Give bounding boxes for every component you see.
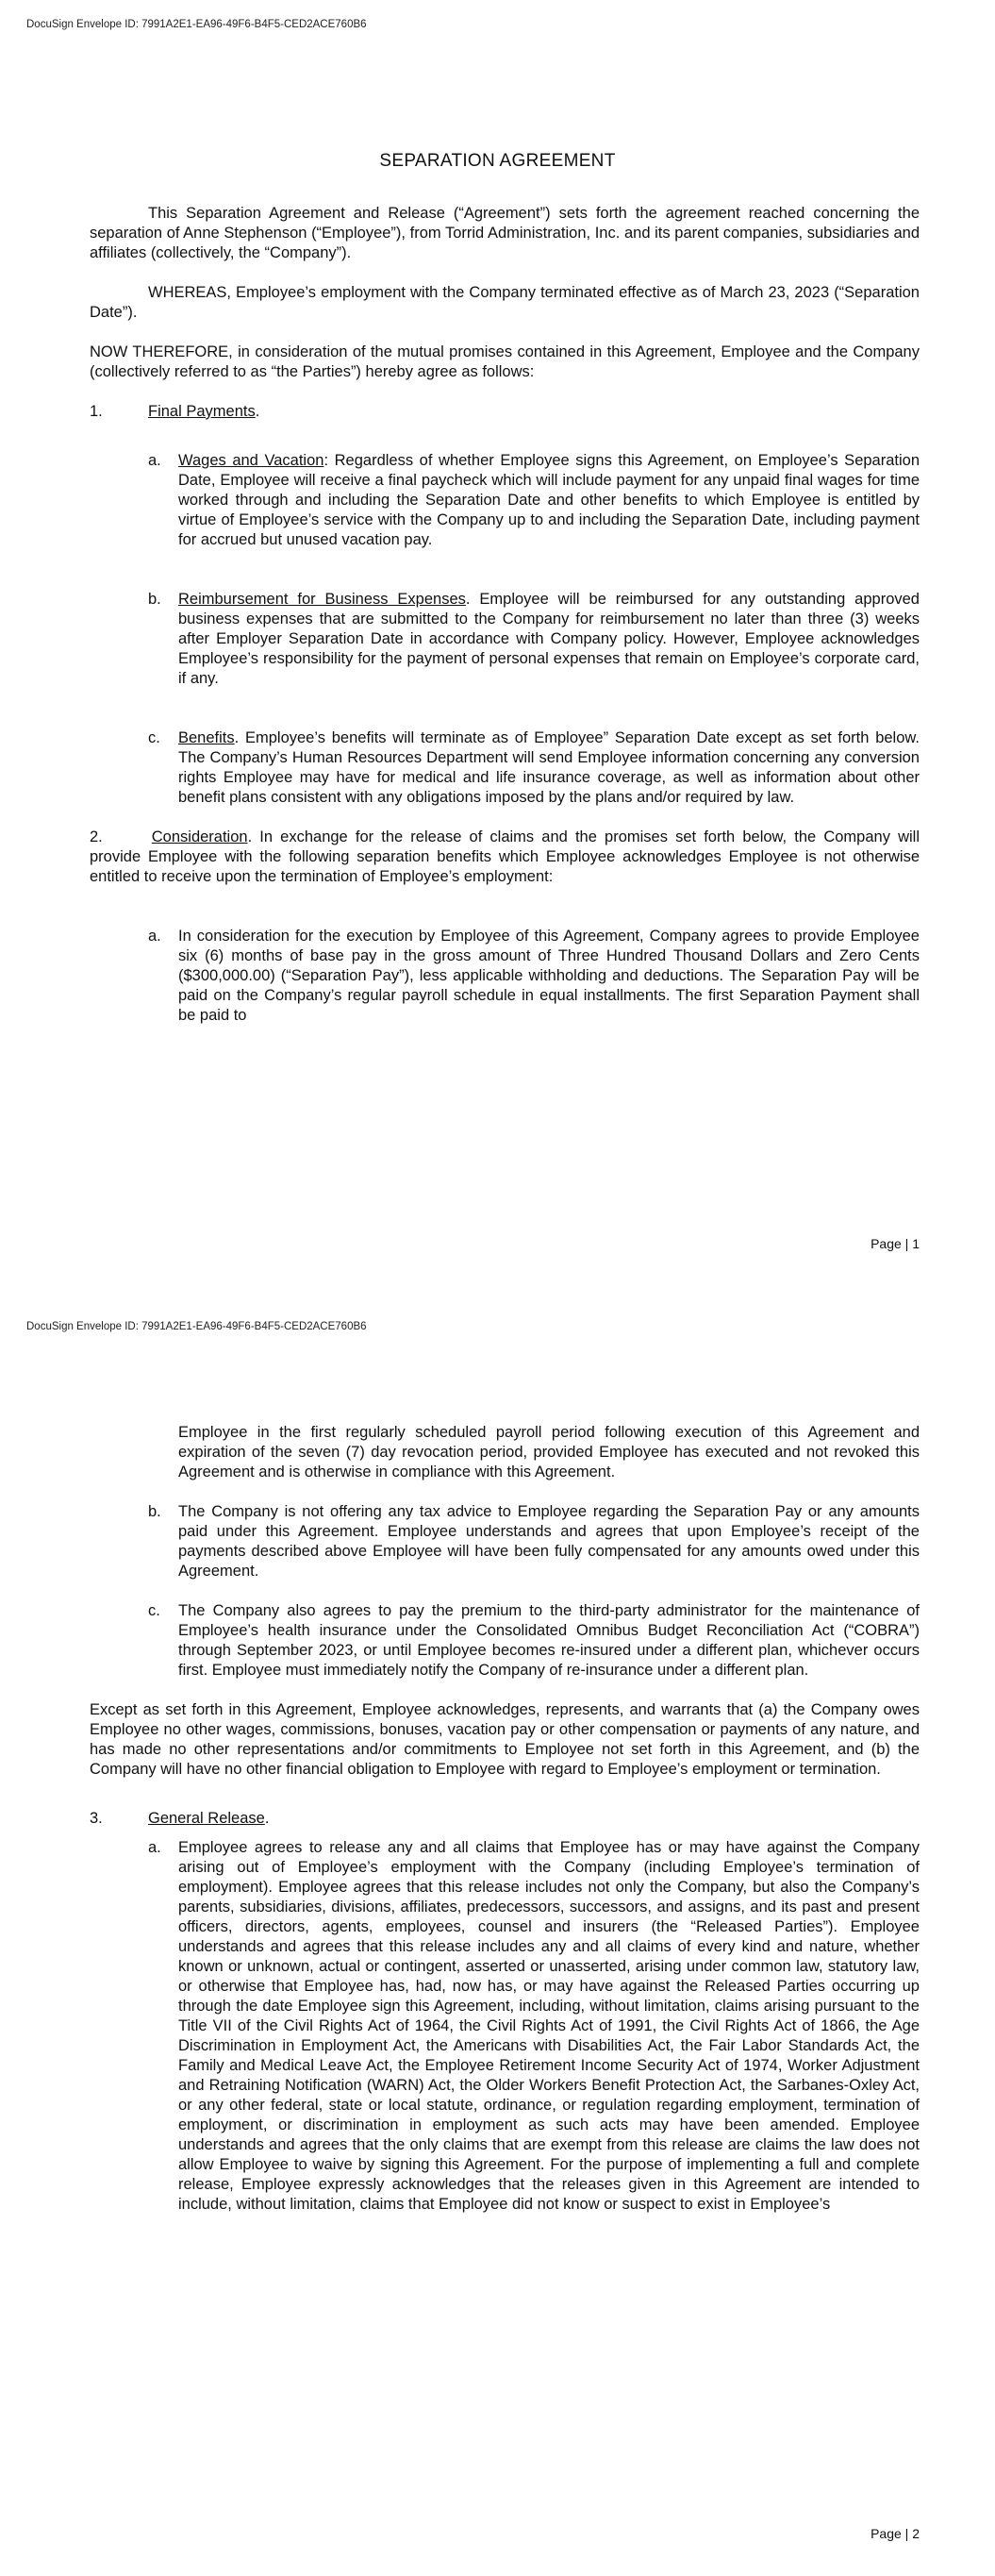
section-number: 1. bbox=[90, 403, 103, 420]
section-1-item-c bbox=[148, 728, 920, 808]
item-letter: a. bbox=[148, 928, 161, 945]
page-number: Page | 1 bbox=[871, 1236, 920, 1251]
section-title: Final Payments bbox=[148, 403, 256, 420]
item-letter: b. bbox=[148, 591, 161, 608]
item-text: : Regardless of whether Employee signs this Agreement, on Employee’s Separation Date, Employee will receive a final paycheck which will include payment for any unpaid final wages for time worked through and including the Separation Date and other benefits to which Employee is entitled by virtue of Employee’s service with the Company up to and including the Separation Date, including payment for accrued but unused vacation pay. bbox=[178, 452, 920, 548]
page-2 bbox=[0, 1288, 995, 2576]
item-text: . Employee will be reimbursed for any outstanding approved business expenses that are submitted to the Company for reimbursement no later than three (3) weeks after Employer Separation Date in accordance with Company policy. However, Employee acknowledges Employee’s responsibility for the payment of personal expenses that remain on Employee’s corporate card, if any. bbox=[178, 591, 920, 687]
item-text: The Company is not offering any tax advice to Employee regarding the Separation Pay or any amounts paid under this Agreement. Employee understands and agrees that upon Employee’s receipt of the payments described above Employee will have been fully compensated for any amounts owed under this Agreement. bbox=[178, 1503, 920, 1580]
section-text: . In exchange for the release of claims and the promises set forth below, the Company will provide Employee with the following separation benefits which Employee acknowledges Employee is not otherwise entitled to receive upon the termination of Employee’s employment: bbox=[90, 828, 920, 885]
section-1-heading: 1. Final Payments. bbox=[90, 403, 260, 420]
except-paragraph: Except as set forth in this Agreement, Employee acknowledges, represents, and warrants that (a) the Company owes Employee no other wages, commissions, bonuses, vacation pay or other compensation or payments of any nature, and has made no other representations and/or commitments to Employee not set forth in this Agreement, and (b) the Company will have no other financial obligation to Employee with regard to Employee’s employment or termination. bbox=[90, 1701, 920, 1778]
section-2-item-a bbox=[148, 927, 920, 1026]
envelope-id: DocuSign Envelope ID: 7991A2E1-EA96-49F6-B4F5-CED2ACE760B6 bbox=[26, 19, 367, 30]
page-1-body bbox=[90, 204, 920, 1026]
document-title: SEPARATION AGREEMENT bbox=[379, 151, 616, 171]
section-3-item-a bbox=[148, 1838, 920, 2215]
whereas-paragraph: WHEREAS, Employee’s employment with the Company terminated effective as of March 23, 2023 (“Separation Date”). bbox=[90, 284, 920, 321]
section-number: 2. bbox=[90, 828, 103, 845]
item-letter: a. bbox=[148, 452, 161, 469]
item-letter: c. bbox=[148, 729, 160, 746]
section-number: 3. bbox=[90, 1810, 103, 1827]
section-2-item-c bbox=[148, 1601, 920, 1681]
item-text: . Employee’s benefits will terminate as of Employee” Separation Date except as set forth below. The Company’s Human Resources Department will send Employee information concerning any conversion rights Employee may have for medical and life insurance coverage, as well as information about other benefit plans consistent with any obligations imposed by the plans and/or required by law. bbox=[178, 729, 920, 806]
item-letter: a. bbox=[148, 1839, 161, 1856]
page-2-body bbox=[90, 1423, 920, 2215]
section-1-item-a bbox=[148, 451, 920, 550]
item-letter: c. bbox=[148, 1602, 160, 1619]
item-text: The Company also agrees to pay the premium to the third-party administrator for the maintenance of Employee’s health insurance under the Consolidated Omnibus Budget Reconciliation Act (“COBRA”) through September 2023, or until Employee becomes re-insured under a different plan, whichever occurs first. Employee must immediately notify the Company of re-insurance under a different plan. bbox=[178, 1602, 920, 1679]
section-1-item-b bbox=[148, 590, 920, 689]
item-letter: b. bbox=[148, 1503, 161, 1520]
item-text: In consideration for the execution by Employee of this Agreement, Company agrees to provide Employee six (6) months of base pay in the gross amount of Three Hundred Thousand Dollars and Zero Cents ($300,000.00) (“Separation Pay”), less applicable withholding and deductions. The Separation Pay will be paid on the Company’s regular payroll schedule in equal installments. The first Separation Payment shall be paid to bbox=[178, 928, 920, 1024]
intro-paragraph: This Separation Agreement and Release (“Agreement”) sets forth the agreement reached concerning the separation of Anne Stephenson (“Employee”), from Torrid Administration, Inc. and its parent companies, subsidiaries and affiliates (collectively, the “Company”). bbox=[90, 205, 920, 261]
page-number: Page | 2 bbox=[871, 2526, 920, 2541]
item-text: Employee agrees to release any and all claims that Employee has or may have against the Company arising out of Employee’s employment with the Company (including Employee’s termination of employment). Employee agrees that this release includes not only the Company, but also the Company’s parents, subsidiaries, divisions, affiliates, predecessors, successors, and assigns, and its past and present officers, directors, agents, employees, counsel and insurers (the “Released Parties”). Employee understands and agrees that this release includes any and all claims of every kind and nature, whether known or unknown, actual or contingent, asserted or unasserted, arising under common law, statutory law, or otherwise that Employee has, had, now has, or may have against the Released Parties occurring up through the date Employee sign this Agreement, including, without limitation, claims arising pursuant to the Title VII of the Civil Rights Act of 1964, the Civil Rights Act of 1991, the Civil Rights Act of 1866, the Age Discrimination in Employment Act, the Americans with Disabilities Act, the Fair Labor Standards Act, the Family and Medical Leave Act, the Employee Retirement Income Security Act of 1974, Worker Adjustment and Retraining Notification (WARN) Act, the Older Workers Benefit Protection Act, the Sarbanes-Oxley Act, or any other federal, state or local statute, ordinance, or regulation regarding employment, termination of employment, or discrimination in employment as such acts may have been amended. Employee understands and agrees that the only claims that are exempt from this release are claims the law does not allow Employee to waive by signing this Agreement. For the purpose of implementing a full and complete release, Employee expressly acknowledges that the releases given in this Agreement are intended to include, without limitation, claims that Employee did not know or suspect to exist in Employee’s bbox=[178, 1839, 920, 2213]
item-text: Employee in the first regularly scheduled payroll period following execution of this Agreement and expiration of the seven (7) day revocation period, provided Employee has executed and not revoked this Agreement and is otherwise in compliance with this Agreement. bbox=[178, 1424, 920, 1480]
section-title: Consideration bbox=[151, 828, 248, 845]
item-heading: Benefits bbox=[178, 729, 235, 746]
section-title: General Release bbox=[148, 1810, 265, 1827]
envelope-id: DocuSign Envelope ID: 7991A2E1-EA96-49F6-B4F5-CED2ACE760B6 bbox=[26, 1321, 367, 1332]
item-heading: Wages and Vacation bbox=[178, 452, 324, 469]
item-heading: Reimbursement for Business Expenses bbox=[178, 591, 466, 608]
section-2-item-b bbox=[148, 1502, 920, 1581]
now-therefore-paragraph: NOW THEREFORE, in consideration of the mutual promises contained in this Agreement, Employee and the Company (collectively referred to as “the Parties”) hereby agree as follows: bbox=[90, 343, 920, 380]
section-2-item-a-continuation bbox=[148, 1423, 920, 1482]
section-2-paragraph bbox=[90, 828, 920, 887]
section-3-heading: 3. General Release. bbox=[90, 1810, 270, 1827]
